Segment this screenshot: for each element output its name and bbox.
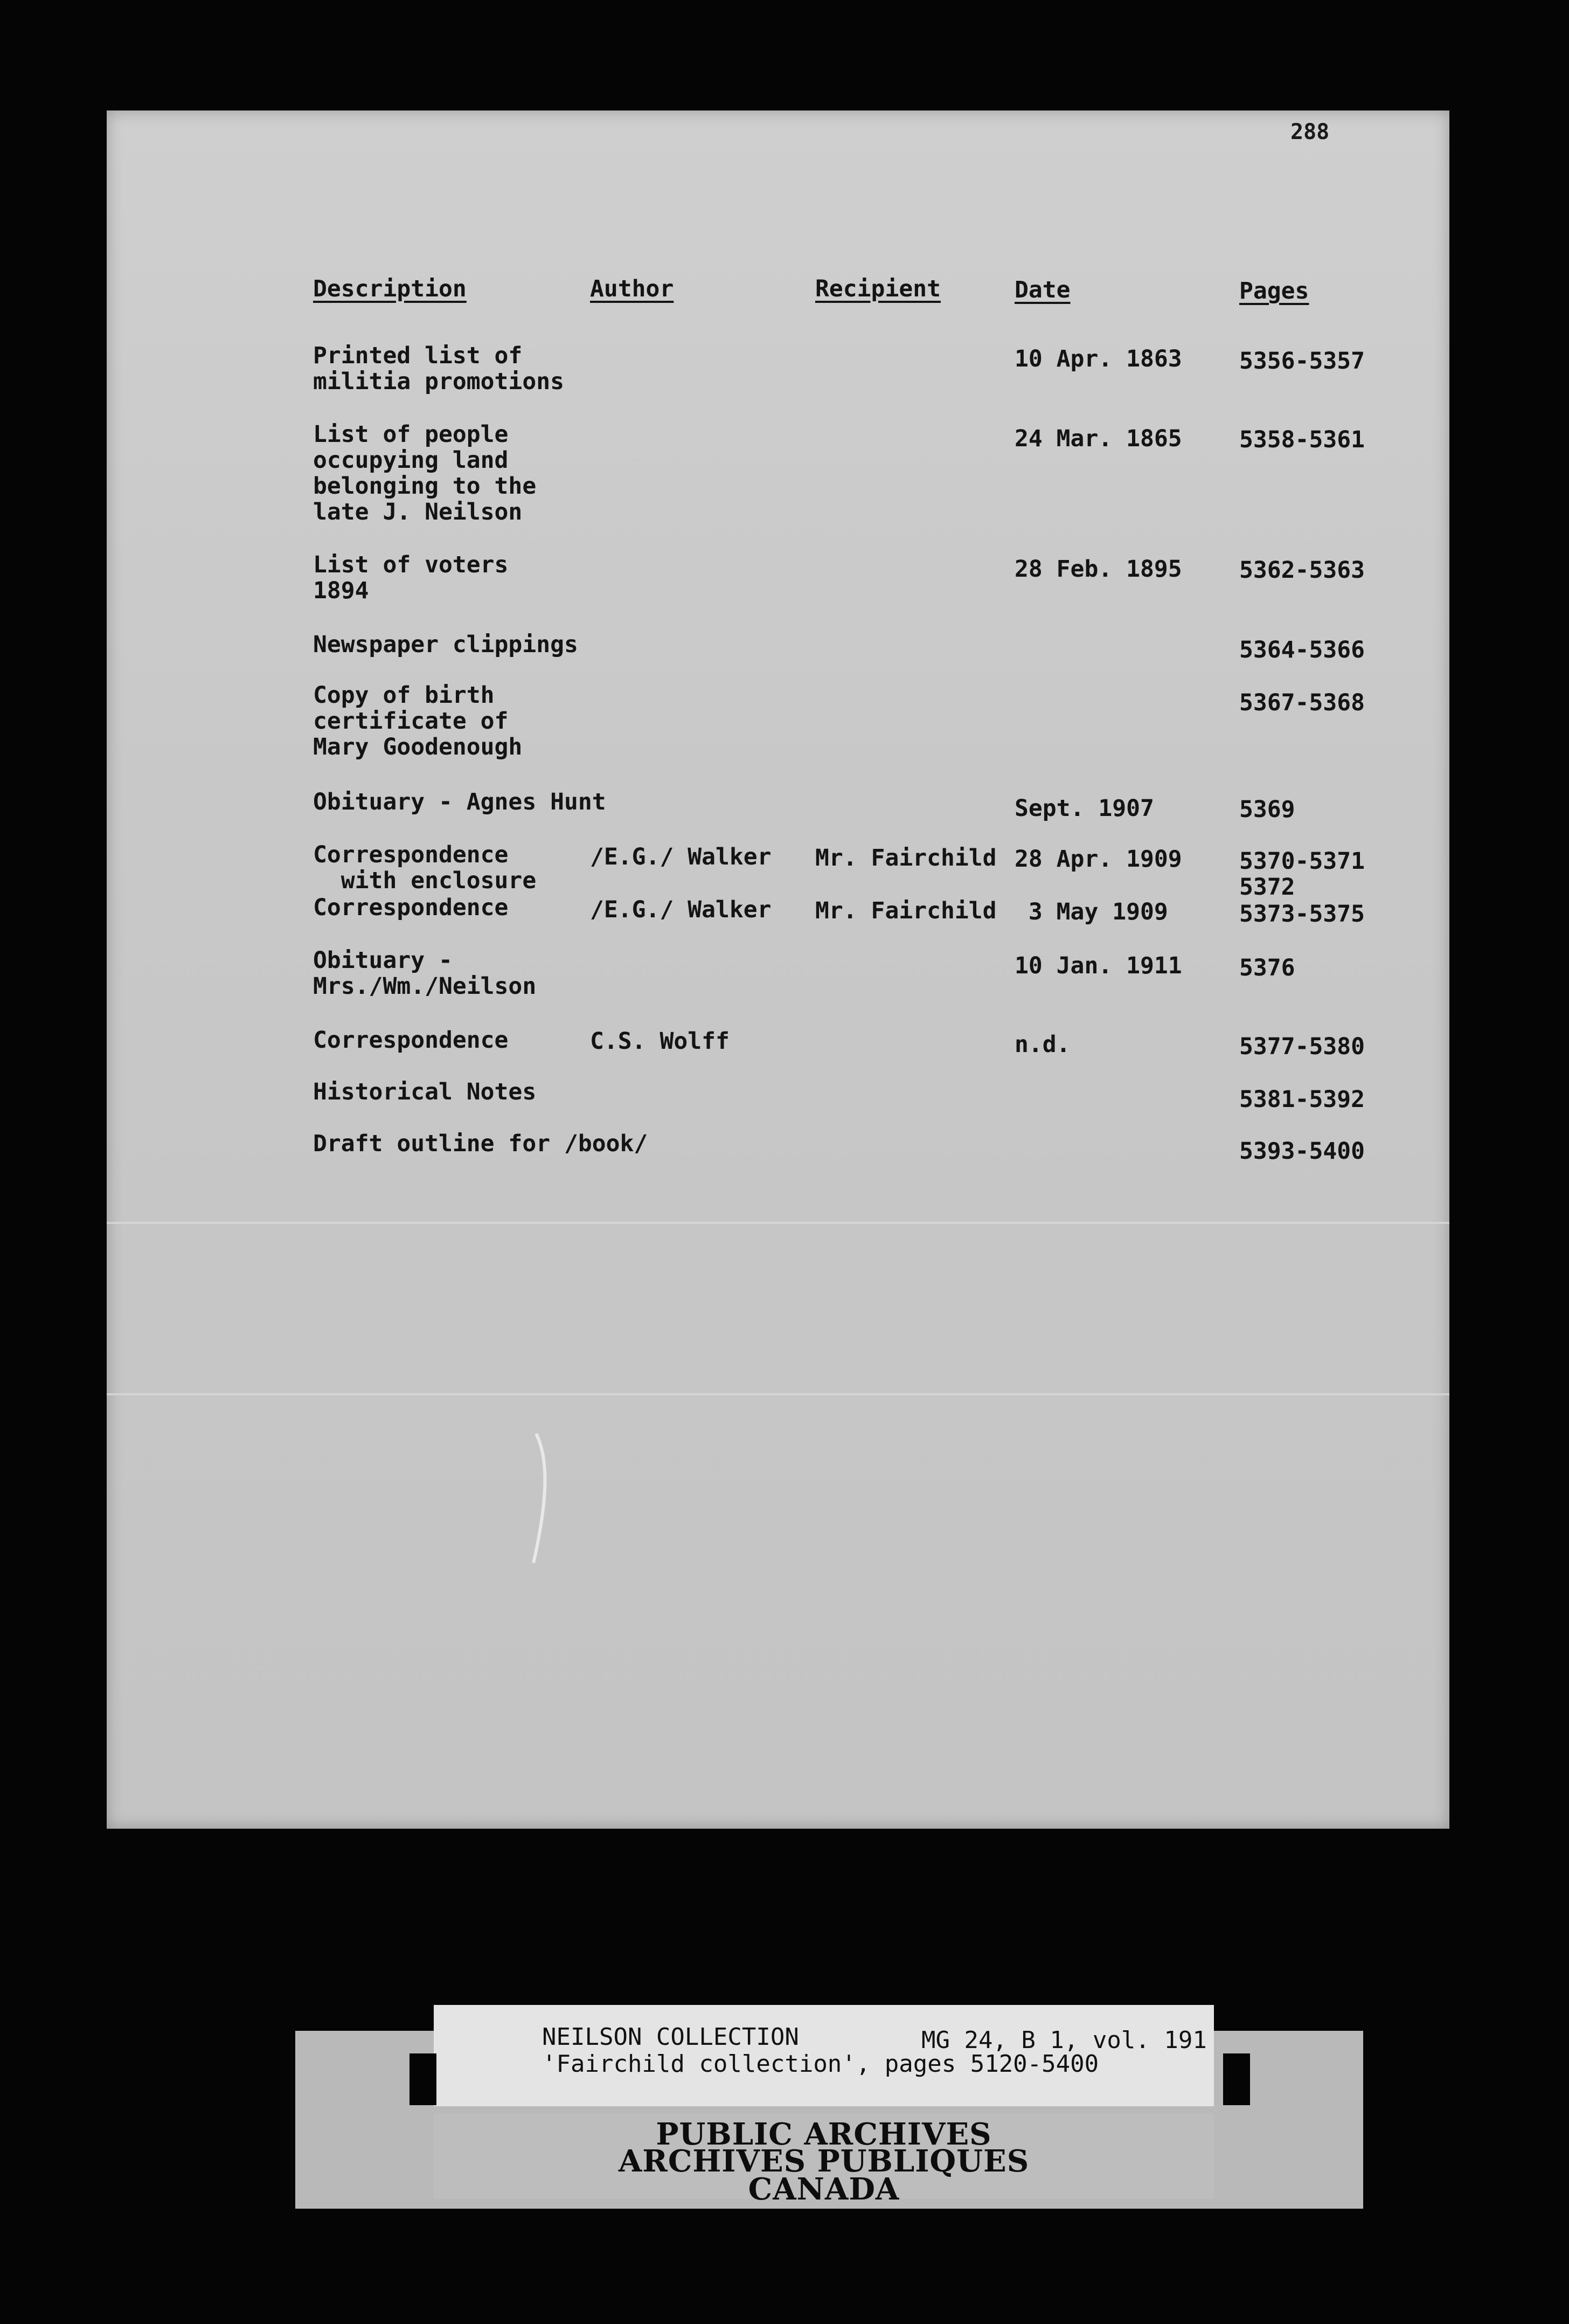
header-description: Description — [313, 275, 467, 302]
fold-line — [107, 1222, 1449, 1224]
row-recipient: Mr. Fairchild — [815, 897, 997, 924]
row-pages: 5358-5361 — [1239, 426, 1365, 453]
row-pages: 5370-5371 5372 — [1239, 848, 1365, 901]
collection-reference: MG 24, B 1, vol. 191 — [921, 2026, 1207, 2054]
row-pages: 5362-5363 — [1239, 557, 1365, 584]
row-date: Sept. 1907 — [1015, 795, 1154, 822]
scratch-mark — [517, 1428, 560, 1568]
stamp-line-2: ARCHIVES PUBLIQUES — [618, 2143, 1030, 2179]
row-author: /E.G./ Walker — [590, 896, 772, 923]
row-recipient: Mr. Fairchild — [815, 845, 997, 872]
row-description: Newspaper clippings — [313, 631, 578, 658]
row-pages: 5377-5380 — [1239, 1033, 1365, 1060]
row-description: List of people occupying land belonging to the late J. Neilson — [313, 421, 537, 525]
label-tab — [409, 2053, 436, 2105]
row-description: Obituary - Agnes Hunt — [313, 788, 606, 815]
row-author: /E.G./ Walker — [590, 843, 772, 870]
header-pages: Pages — [1239, 278, 1309, 305]
row-pages: 5367-5368 — [1239, 689, 1365, 716]
collection-subtitle: 'Fairchild collection', pages 5120-5400 — [542, 2050, 1099, 2078]
row-date: 28 Feb. 1895 — [1015, 556, 1182, 583]
label-tab — [1223, 2053, 1250, 2105]
row-description: Correspondence with enclosure — [313, 841, 537, 894]
row-date: 3 May 1909 — [1015, 898, 1168, 925]
row-pages: 5369 — [1239, 796, 1295, 823]
row-description: List of voters 1894 — [313, 551, 509, 604]
row-description: Copy of birth certificate of Mary Goodenough — [313, 682, 523, 760]
row-description: Historical Notes — [313, 1078, 537, 1105]
row-description: Correspondence — [313, 1027, 509, 1054]
row-author: C.S. Wolff — [590, 1028, 730, 1055]
header-date: Date — [1015, 276, 1071, 303]
row-description: Obituary - Mrs./Wm./Neilson — [313, 947, 537, 1000]
row-date: 10 Jan. 1911 — [1015, 952, 1182, 979]
row-pages: 5376 — [1239, 954, 1295, 981]
page-number: 288 — [1290, 120, 1330, 144]
row-date: 28 Apr. 1909 — [1015, 846, 1182, 873]
row-description: Draft outline for /book/ — [313, 1130, 648, 1157]
stamp-line-1: PUBLIC ARCHIVES — [656, 2116, 992, 2152]
row-description: Correspondence — [313, 894, 509, 921]
fold-line — [107, 1393, 1449, 1395]
row-pages: 5381-5392 — [1239, 1086, 1365, 1113]
row-pages: 5364-5366 — [1239, 637, 1365, 663]
collection-name: NEILSON COLLECTION — [542, 2023, 799, 2051]
row-pages: 5356-5357 — [1239, 348, 1365, 375]
row-date: 10 Apr. 1863 — [1015, 345, 1182, 372]
row-date: 24 Mar. 1865 — [1015, 425, 1182, 452]
stamp-line-3: CANADA — [748, 2171, 900, 2207]
header-recipient: Recipient — [815, 275, 941, 302]
header-author: Author — [590, 275, 674, 302]
row-date: n.d. — [1015, 1031, 1071, 1058]
row-pages: 5373-5375 — [1239, 901, 1365, 928]
row-pages: 5393-5400 — [1239, 1138, 1365, 1165]
row-description: Printed list of militia promotions — [313, 342, 564, 395]
